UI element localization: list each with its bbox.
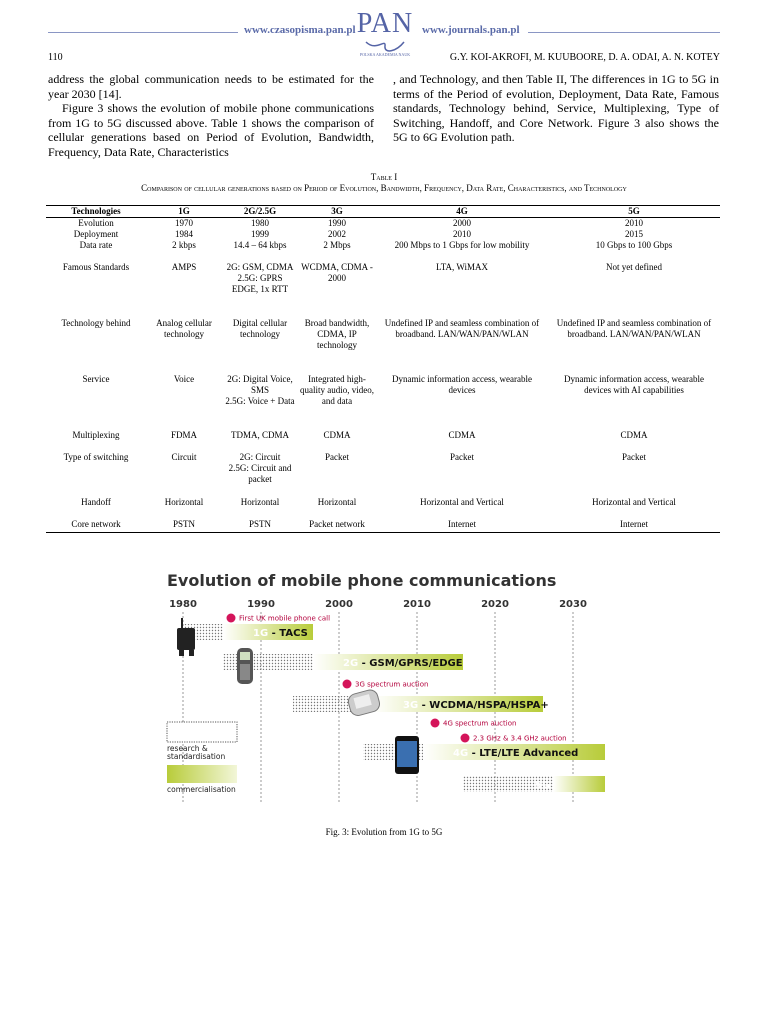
generation-name: 2G [343, 658, 359, 669]
commercial-legend-swatch [167, 765, 237, 783]
running-authors: G.Y. KOI-AKROFI, M. KUUBOORE, D. A. ODAI, A. N. KOTEY [449, 52, 720, 63]
table-cell: Internet [376, 519, 548, 533]
table-header-cell: 2G/2.5G [222, 206, 298, 218]
table-cell: Packet [325, 452, 349, 462]
table-cell: Undefined IP and seamless combination of broadband. LAN/WAN/PAN/WLAN [556, 318, 712, 339]
table-row [46, 218, 720, 230]
table-cell: Integrated high-quality audio, video, and data [300, 374, 374, 406]
table-row-label: Data rate [79, 240, 113, 250]
generation-label [535, 780, 550, 791]
table-row [46, 240, 720, 262]
table-caption: Comparison of cellular generations based on Period of Evolution, Bandwidth, Frequency, Data Rate, Characteristics, and Technology [141, 183, 627, 193]
table-header-row [46, 206, 720, 218]
table-cell: 2G: Digital Voice, SMS 2.5G: Voice + Data [225, 374, 295, 406]
table-cell: CDMA [620, 430, 648, 440]
page-number: 110 [48, 52, 63, 63]
table-cell: 1990 [328, 218, 346, 228]
table-row-label: Famous Standards [62, 262, 130, 272]
event-marker [227, 614, 236, 623]
generation-name: 5G [535, 780, 551, 791]
table-cell: FDMA [170, 430, 197, 440]
table-row-label: Deployment [73, 229, 119, 239]
year-label: 1990 [247, 599, 275, 610]
generation-standard: - WCDMA/HSPA/HSPA+ [418, 700, 549, 711]
table-row [46, 519, 720, 533]
year-label: 2010 [403, 599, 431, 610]
table-row-label: Technology behind [61, 318, 131, 328]
header-rule-right [528, 32, 720, 33]
table-header-cell: 1G [146, 206, 222, 218]
generation-name: 1G [253, 628, 269, 639]
generation-standard: - GSM/GPRS/EDGE [358, 658, 463, 669]
table-cell: Packet network [298, 519, 376, 533]
research-legend-label-2: standardisation [167, 752, 226, 761]
1g-phone-image [177, 618, 195, 656]
table-cell: Not yet defined [606, 262, 662, 272]
table-cell: 2015 [625, 229, 643, 239]
event-label: First UK mobile phone call [239, 614, 331, 623]
table-cell: 1999 [251, 229, 269, 239]
table-cell: 2000 [453, 218, 471, 228]
table-cell: Internet [548, 519, 720, 533]
table-cell: Packet [622, 452, 646, 462]
table-cell: Voice [173, 374, 195, 384]
generation-label [253, 628, 308, 639]
year-label: 2030 [559, 599, 587, 610]
table-cell: 14.4 – 64 kbps [233, 240, 287, 250]
table-cell: PSTN [222, 519, 298, 533]
table-row [46, 497, 720, 519]
table-header-cell: 3G [298, 206, 376, 218]
table-cell: 2002 [328, 229, 346, 239]
right-column [393, 72, 719, 145]
table-row [46, 262, 720, 318]
table-row [46, 229, 720, 240]
table-cell: Undefined IP and seamless combination of broadband. LAN/WAN/PAN/WLAN [384, 318, 540, 339]
table-header-cell: Technologies [46, 206, 146, 218]
figure-title: Evolution of mobile phone communications [167, 571, 557, 590]
research-legend-swatch [167, 722, 237, 742]
table-cell: WCDMA, CDMA - 2000 [301, 262, 373, 283]
logo-subtitle: POLSKA AKADEMIA NAUK [359, 52, 411, 57]
3g-pda-image [347, 688, 382, 717]
header-url-left[interactable]: www.czasopisma.pan.pl [244, 24, 356, 36]
generation-label [343, 658, 463, 669]
table-cell: Circuit [171, 452, 197, 462]
table-row-label: Type of switching [63, 452, 129, 462]
table-label: Table I [370, 172, 398, 182]
table-cell: Packet [450, 452, 474, 462]
table-row [46, 318, 720, 374]
table-cell: Analog cellular technology [156, 318, 212, 339]
table-cell: Horizontal and Vertical [420, 497, 504, 507]
generation-name: 4G [453, 748, 469, 759]
table-cell: Dynamic information access, wearable devices [392, 374, 532, 395]
table-cell: Broad bandwidth, CDMA, IP technology [304, 318, 370, 350]
generation-name: 3G [403, 700, 419, 711]
table-cell: 1980 [251, 218, 269, 228]
table-cell: 1984 [175, 229, 193, 239]
logo-swirl-icon [356, 8, 414, 56]
year-label: 1980 [169, 599, 197, 610]
table-row-label: Handoff [81, 497, 111, 507]
commercial-legend-label: commercialisation [167, 785, 236, 794]
commercial-bar [553, 776, 605, 792]
left-column [48, 72, 374, 159]
left-paragraph-1: address the global communication needs to be estimated for the year 2030 [14]. [48, 72, 374, 101]
table-cell: Horizontal [164, 497, 204, 507]
header-url-right[interactable]: www.journals.pan.pl [422, 24, 520, 36]
table-cell: Digital cellular technology [232, 318, 288, 339]
left-paragraph-2: Figure 3 shows the evolution of mobile phone communications from 1G to 5G discussed above. Table 1 shows the comparison of cellular generations based on Period of Evolution, Bandwidth, Frequency, Data Rate, Characteristics [48, 101, 374, 159]
table-cell: LTA, WiMAX [436, 262, 488, 272]
event-marker [431, 719, 440, 728]
research-bar [223, 654, 313, 670]
event-label: 2.3 GHz & 3.4 GHz auction [473, 734, 567, 743]
table-cell: AMPS [171, 262, 197, 272]
table-cell: 2010 [625, 218, 643, 228]
year-label: 2020 [481, 599, 509, 610]
event-label: 3G spectrum auction [355, 680, 429, 689]
logo-text: PAN [356, 8, 414, 39]
comparison-table [46, 205, 720, 533]
table-cell: 2010 [453, 229, 471, 239]
table-row-label: Evolution [78, 218, 114, 228]
figure-legend [167, 722, 237, 794]
table-cell: 1970 [175, 218, 193, 228]
table-row [46, 374, 720, 430]
table-cell: Dynamic information access, wearable devices with AI capabilities [564, 374, 704, 395]
header-rule-left [48, 32, 238, 33]
evolution-figure [163, 566, 605, 804]
event-marker [343, 680, 352, 689]
table-cell: 200 Mbps to 1 Gbps for low mobility [394, 240, 530, 250]
table-cell: Horizontal [240, 497, 280, 507]
table-row-label: Multiplexing [72, 430, 120, 440]
generation-standard: - TACS [268, 628, 308, 639]
table-cell: Horizontal and Vertical [592, 497, 676, 507]
year-label: 2000 [325, 599, 353, 610]
table-cell: 2 Mbps [323, 240, 351, 250]
table-header-cell: 5G [548, 206, 720, 218]
table-cell: CDMA [323, 430, 351, 440]
table-cell: 2G: GSM, CDMA 2.5G: GPRS EDGE, 1x RTT [226, 262, 294, 294]
table-cell: PSTN [146, 519, 222, 533]
generation-standard: - LTE/LTE Advanced [468, 748, 579, 759]
4g-smartphone-image [395, 736, 419, 774]
generation-label [453, 748, 578, 759]
figure-caption: Fig. 3: Evolution from 1G to 5G [325, 827, 443, 837]
event-marker [461, 734, 470, 743]
table-cell: 2 kbps [172, 240, 196, 250]
table-cell: CDMA [448, 430, 476, 440]
table-row [46, 430, 720, 452]
generation-label [403, 700, 549, 711]
table-cell: Horizontal [317, 497, 357, 507]
table-row-label: Core network [46, 519, 146, 533]
research-legend-label: research & [167, 744, 208, 753]
table-cell: TDMA, CDMA [230, 430, 289, 440]
table-header-cell: 4G [376, 206, 548, 218]
table-row-label: Service [82, 374, 110, 384]
table-row [46, 452, 720, 497]
right-paragraph-1: , and Technology, and then Table II, The differences in 1G to 5G in terms of the Period of evolution, Deployment, Data Rate, Famous standards, Technology behind, Service, Multiplexing, Type of Switching, Handoff, and Core Network. Figure 3 also shows the 5G to 6G Evolution path. [393, 72, 719, 144]
2g-phone-image [237, 648, 253, 684]
event-label: 4G spectrum auction [443, 719, 517, 728]
table-cell: 10 Gbps to 100 Gbps [595, 240, 673, 250]
table-cell: 2G: Circuit 2.5G: Circuit and packet [228, 452, 292, 484]
pan-logo [356, 8, 414, 56]
